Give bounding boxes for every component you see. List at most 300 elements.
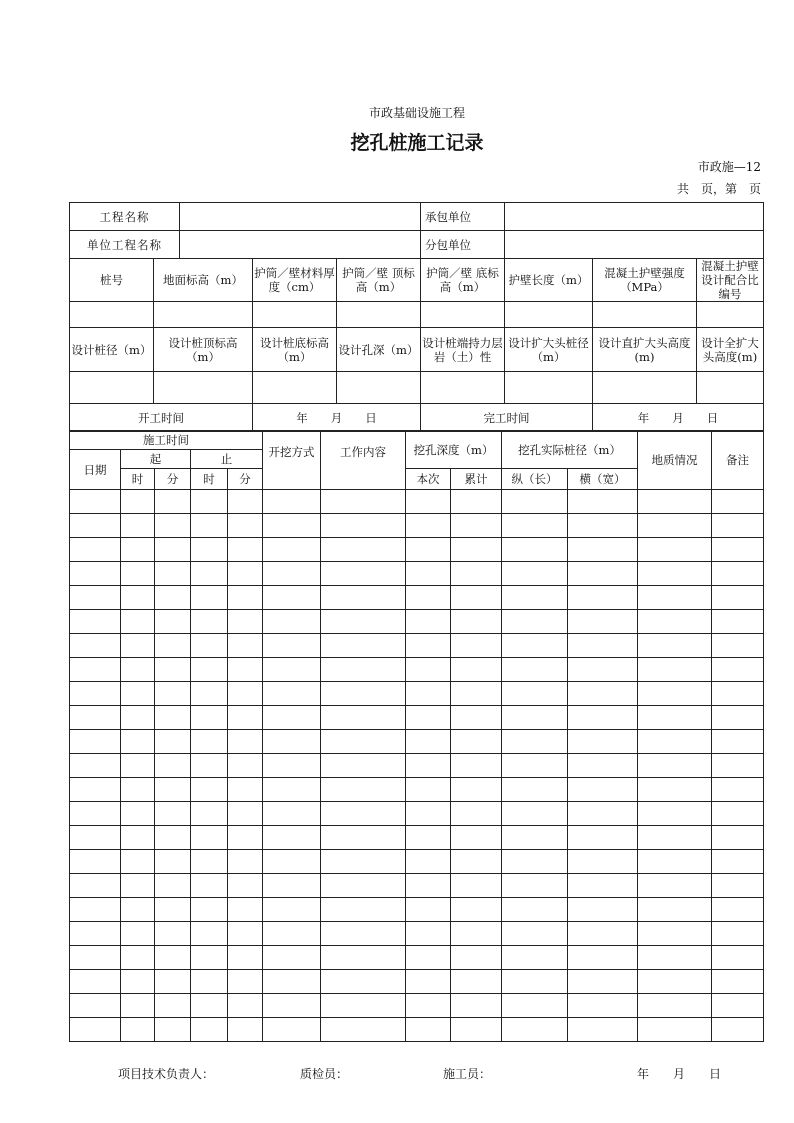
log-cell[interactable] [712,850,764,874]
log-cell[interactable] [191,490,228,514]
log-cell[interactable] [712,826,764,850]
log-cell[interactable] [70,898,121,922]
log-cell[interactable] [263,970,321,994]
log-cell[interactable] [568,730,638,754]
log-cell[interactable] [406,850,451,874]
pile-top-cell[interactable] [154,372,253,404]
log-cell[interactable] [228,658,263,682]
log-cell[interactable] [712,1018,764,1042]
log-cell[interactable] [406,490,451,514]
log-cell[interactable] [70,994,121,1018]
log-cell[interactable] [70,874,121,898]
log-cell[interactable] [638,826,712,850]
log-cell[interactable] [712,586,764,610]
log-cell[interactable] [263,754,321,778]
log-cell[interactable] [155,994,191,1018]
log-cell[interactable] [406,610,451,634]
log-cell[interactable] [121,538,155,562]
log-cell[interactable] [263,538,321,562]
hole-depth-cell[interactable] [337,372,421,404]
log-cell[interactable] [712,922,764,946]
log-cell[interactable] [155,610,191,634]
log-cell[interactable] [191,706,228,730]
log-cell[interactable] [155,490,191,514]
log-cell[interactable] [568,994,638,1018]
casing-top-cell[interactable] [337,302,421,328]
log-cell[interactable] [191,562,228,586]
log-cell[interactable] [228,730,263,754]
log-cell[interactable] [70,850,121,874]
log-cell[interactable] [406,682,451,706]
log-cell[interactable] [502,778,568,802]
log-cell[interactable] [712,898,764,922]
log-cell[interactable] [191,610,228,634]
log-cell[interactable] [406,514,451,538]
log-cell[interactable] [121,874,155,898]
log-cell[interactable] [155,874,191,898]
log-cell[interactable] [451,514,502,538]
log-cell[interactable] [406,874,451,898]
log-cell[interactable] [451,826,502,850]
log-cell[interactable] [321,490,406,514]
log-cell[interactable] [228,682,263,706]
log-cell[interactable] [638,802,712,826]
log-cell[interactable] [121,778,155,802]
log-cell[interactable] [263,850,321,874]
log-cell[interactable] [191,514,228,538]
log-cell[interactable] [638,970,712,994]
log-cell[interactable] [568,562,638,586]
log-cell[interactable] [121,1018,155,1042]
log-cell[interactable] [70,778,121,802]
log-cell[interactable] [191,778,228,802]
log-cell[interactable] [263,682,321,706]
log-cell[interactable] [121,562,155,586]
log-cell[interactable] [406,1018,451,1042]
wall-length-cell[interactable] [505,302,593,328]
log-cell[interactable] [228,706,263,730]
log-cell[interactable] [121,490,155,514]
log-cell[interactable] [406,538,451,562]
log-cell[interactable] [638,994,712,1018]
log-cell[interactable] [121,994,155,1018]
log-cell[interactable] [638,850,712,874]
log-cell[interactable] [451,874,502,898]
log-cell[interactable] [321,538,406,562]
log-cell[interactable] [263,730,321,754]
pile-bottom-cell[interactable] [253,372,337,404]
end-time-value[interactable]: 年 月 日 [593,404,764,432]
log-cell[interactable] [406,586,451,610]
log-cell[interactable] [70,586,121,610]
log-cell[interactable] [712,802,764,826]
log-cell[interactable] [568,586,638,610]
log-cell[interactable] [451,898,502,922]
log-cell[interactable] [263,610,321,634]
log-cell[interactable] [263,490,321,514]
log-cell[interactable] [712,946,764,970]
log-cell[interactable] [712,514,764,538]
log-cell[interactable] [502,898,568,922]
log-cell[interactable] [638,754,712,778]
log-cell[interactable] [121,682,155,706]
log-cell[interactable] [263,778,321,802]
log-cell[interactable] [638,658,712,682]
log-cell[interactable] [321,874,406,898]
log-cell[interactable] [70,610,121,634]
log-cell[interactable] [406,562,451,586]
log-cell[interactable] [228,778,263,802]
start-time-value[interactable]: 年 月 日 [253,404,421,432]
log-cell[interactable] [451,1018,502,1042]
log-cell[interactable] [712,490,764,514]
log-cell[interactable] [502,994,568,1018]
log-cell[interactable] [502,514,568,538]
log-cell[interactable] [121,946,155,970]
log-cell[interactable] [638,586,712,610]
log-cell[interactable] [451,730,502,754]
log-cell[interactable] [191,994,228,1018]
log-cell[interactable] [451,682,502,706]
log-cell[interactable] [70,562,121,586]
log-cell[interactable] [263,802,321,826]
log-cell[interactable] [70,826,121,850]
log-cell[interactable] [228,970,263,994]
log-cell[interactable] [263,586,321,610]
log-cell[interactable] [406,922,451,946]
log-cell[interactable] [502,754,568,778]
log-cell[interactable] [321,946,406,970]
log-cell[interactable] [155,802,191,826]
log-cell[interactable] [451,586,502,610]
log-cell[interactable] [638,922,712,946]
log-cell[interactable] [191,730,228,754]
log-cell[interactable] [638,682,712,706]
log-cell[interactable] [406,946,451,970]
log-cell[interactable] [191,850,228,874]
log-cell[interactable] [228,754,263,778]
log-cell[interactable] [228,826,263,850]
log-cell[interactable] [712,682,764,706]
log-cell[interactable] [568,778,638,802]
log-cell[interactable] [451,706,502,730]
log-cell[interactable] [191,754,228,778]
log-cell[interactable] [121,850,155,874]
log-cell[interactable] [638,610,712,634]
log-cell[interactable] [155,970,191,994]
log-cell[interactable] [321,778,406,802]
log-cell[interactable] [70,706,121,730]
log-cell[interactable] [568,514,638,538]
log-cell[interactable] [70,658,121,682]
log-cell[interactable] [321,514,406,538]
log-cell[interactable] [70,730,121,754]
log-cell[interactable] [502,706,568,730]
log-cell[interactable] [712,778,764,802]
log-cell[interactable] [502,538,568,562]
log-cell[interactable] [121,754,155,778]
log-cell[interactable] [712,658,764,682]
log-cell[interactable] [321,826,406,850]
log-cell[interactable] [121,922,155,946]
log-cell[interactable] [121,610,155,634]
log-cell[interactable] [155,658,191,682]
log-cell[interactable] [121,514,155,538]
log-cell[interactable] [321,754,406,778]
log-cell[interactable] [321,850,406,874]
pile-no-cell[interactable] [70,302,154,328]
log-cell[interactable] [568,802,638,826]
bearing-layer-cell[interactable] [421,372,505,404]
log-cell[interactable] [406,706,451,730]
log-cell[interactable] [568,658,638,682]
log-cell[interactable] [712,562,764,586]
log-cell[interactable] [502,634,568,658]
pile-diameter-cell[interactable] [70,372,154,404]
casing-thickness-cell[interactable] [253,302,337,328]
log-cell[interactable] [191,586,228,610]
log-cell[interactable] [568,1018,638,1042]
log-cell[interactable] [121,706,155,730]
log-cell[interactable] [712,610,764,634]
log-cell[interactable] [70,682,121,706]
log-cell[interactable] [451,994,502,1018]
log-cell[interactable] [568,874,638,898]
log-cell[interactable] [228,922,263,946]
log-cell[interactable] [263,898,321,922]
log-cell[interactable] [121,730,155,754]
log-cell[interactable] [406,970,451,994]
log-cell[interactable] [502,490,568,514]
bell-diameter-cell[interactable] [505,372,593,404]
log-cell[interactable] [70,970,121,994]
log-cell[interactable] [321,1018,406,1042]
log-cell[interactable] [70,538,121,562]
log-cell[interactable] [191,802,228,826]
log-cell[interactable] [228,946,263,970]
log-cell[interactable] [406,802,451,826]
log-cell[interactable] [568,754,638,778]
log-cell[interactable] [638,514,712,538]
log-cell[interactable] [712,634,764,658]
log-cell[interactable] [70,634,121,658]
log-cell[interactable] [406,658,451,682]
log-cell[interactable] [406,898,451,922]
log-cell[interactable] [638,538,712,562]
log-cell[interactable] [191,970,228,994]
log-cell[interactable] [228,994,263,1018]
log-cell[interactable] [451,802,502,826]
log-cell[interactable] [712,970,764,994]
bell-total-height-cell[interactable] [697,372,764,404]
log-cell[interactable] [155,586,191,610]
log-cell[interactable] [321,658,406,682]
log-cell[interactable] [638,874,712,898]
log-cell[interactable] [121,586,155,610]
concrete-strength-cell[interactable] [593,302,697,328]
log-cell[interactable] [263,562,321,586]
log-cell[interactable] [451,970,502,994]
log-cell[interactable] [228,610,263,634]
log-cell[interactable] [502,586,568,610]
log-cell[interactable] [228,586,263,610]
log-cell[interactable] [263,1018,321,1042]
log-cell[interactable] [191,634,228,658]
log-cell[interactable] [155,778,191,802]
log-cell[interactable] [451,634,502,658]
log-cell[interactable] [568,970,638,994]
log-cell[interactable] [155,706,191,730]
log-cell[interactable] [191,898,228,922]
log-cell[interactable] [568,490,638,514]
log-cell[interactable] [712,706,764,730]
log-cell[interactable] [191,658,228,682]
log-cell[interactable] [638,946,712,970]
log-cell[interactable] [638,778,712,802]
log-cell[interactable] [321,730,406,754]
log-cell[interactable] [502,730,568,754]
log-cell[interactable] [155,730,191,754]
log-cell[interactable] [228,538,263,562]
log-cell[interactable] [191,826,228,850]
log-cell[interactable] [155,538,191,562]
log-cell[interactable] [502,658,568,682]
log-cell[interactable] [451,490,502,514]
log-cell[interactable] [638,490,712,514]
log-cell[interactable] [191,682,228,706]
log-cell[interactable] [121,802,155,826]
log-cell[interactable] [191,1018,228,1042]
log-cell[interactable] [321,562,406,586]
log-cell[interactable] [70,946,121,970]
log-cell[interactable] [451,922,502,946]
log-cell[interactable] [568,682,638,706]
log-cell[interactable] [191,538,228,562]
log-cell[interactable] [638,706,712,730]
log-cell[interactable] [568,922,638,946]
log-cell[interactable] [321,802,406,826]
log-cell[interactable] [321,922,406,946]
casing-bottom-cell[interactable] [421,302,505,328]
log-cell[interactable] [263,874,321,898]
log-cell[interactable] [321,634,406,658]
project-name-field[interactable] [180,203,421,231]
log-cell[interactable] [502,610,568,634]
log-cell[interactable] [638,634,712,658]
log-cell[interactable] [568,946,638,970]
log-cell[interactable] [121,658,155,682]
log-cell[interactable] [451,610,502,634]
log-cell[interactable] [228,490,263,514]
log-cell[interactable] [228,514,263,538]
log-cell[interactable] [406,634,451,658]
log-cell[interactable] [451,778,502,802]
log-cell[interactable] [321,682,406,706]
log-cell[interactable] [155,514,191,538]
log-cell[interactable] [263,826,321,850]
log-cell[interactable] [263,658,321,682]
log-cell[interactable] [155,562,191,586]
log-cell[interactable] [321,970,406,994]
log-cell[interactable] [263,514,321,538]
log-cell[interactable] [228,1018,263,1042]
log-cell[interactable] [568,538,638,562]
log-cell[interactable] [451,538,502,562]
log-cell[interactable] [70,802,121,826]
log-cell[interactable] [155,850,191,874]
log-cell[interactable] [228,850,263,874]
log-cell[interactable] [568,610,638,634]
log-cell[interactable] [568,898,638,922]
ground-elevation-cell[interactable] [154,302,253,328]
log-cell[interactable] [155,946,191,970]
log-cell[interactable] [406,778,451,802]
log-cell[interactable] [568,634,638,658]
log-cell[interactable] [568,850,638,874]
log-cell[interactable] [70,922,121,946]
log-cell[interactable] [70,514,121,538]
log-cell[interactable] [638,562,712,586]
log-cell[interactable] [228,898,263,922]
log-cell[interactable] [121,826,155,850]
log-cell[interactable] [321,706,406,730]
unit-project-field[interactable] [180,231,421,259]
log-cell[interactable] [712,538,764,562]
log-cell[interactable] [321,994,406,1018]
log-cell[interactable] [321,586,406,610]
log-cell[interactable] [121,970,155,994]
log-cell[interactable] [502,922,568,946]
log-cell[interactable] [155,682,191,706]
log-cell[interactable] [451,754,502,778]
bell-straight-height-cell[interactable] [593,372,697,404]
log-cell[interactable] [191,922,228,946]
log-cell[interactable] [191,946,228,970]
log-cell[interactable] [263,994,321,1018]
log-cell[interactable] [321,898,406,922]
log-cell[interactable] [451,562,502,586]
log-cell[interactable] [121,634,155,658]
log-cell[interactable] [70,754,121,778]
log-cell[interactable] [263,946,321,970]
log-cell[interactable] [451,946,502,970]
log-cell[interactable] [155,922,191,946]
log-cell[interactable] [406,730,451,754]
log-cell[interactable] [638,1018,712,1042]
log-cell[interactable] [228,634,263,658]
log-cell[interactable] [502,802,568,826]
log-cell[interactable] [321,610,406,634]
log-cell[interactable] [712,730,764,754]
log-cell[interactable] [70,1018,121,1042]
log-cell[interactable] [263,634,321,658]
log-cell[interactable] [502,946,568,970]
log-cell[interactable] [406,994,451,1018]
log-cell[interactable] [263,922,321,946]
log-cell[interactable] [502,682,568,706]
log-cell[interactable] [568,706,638,730]
log-cell[interactable] [502,562,568,586]
log-cell[interactable] [451,658,502,682]
subcontractor-field[interactable] [505,231,764,259]
log-cell[interactable] [70,490,121,514]
log-cell[interactable] [155,826,191,850]
log-cell[interactable] [502,826,568,850]
log-cell[interactable] [712,754,764,778]
log-cell[interactable] [155,1018,191,1042]
log-cell[interactable] [228,802,263,826]
log-cell[interactable] [228,874,263,898]
